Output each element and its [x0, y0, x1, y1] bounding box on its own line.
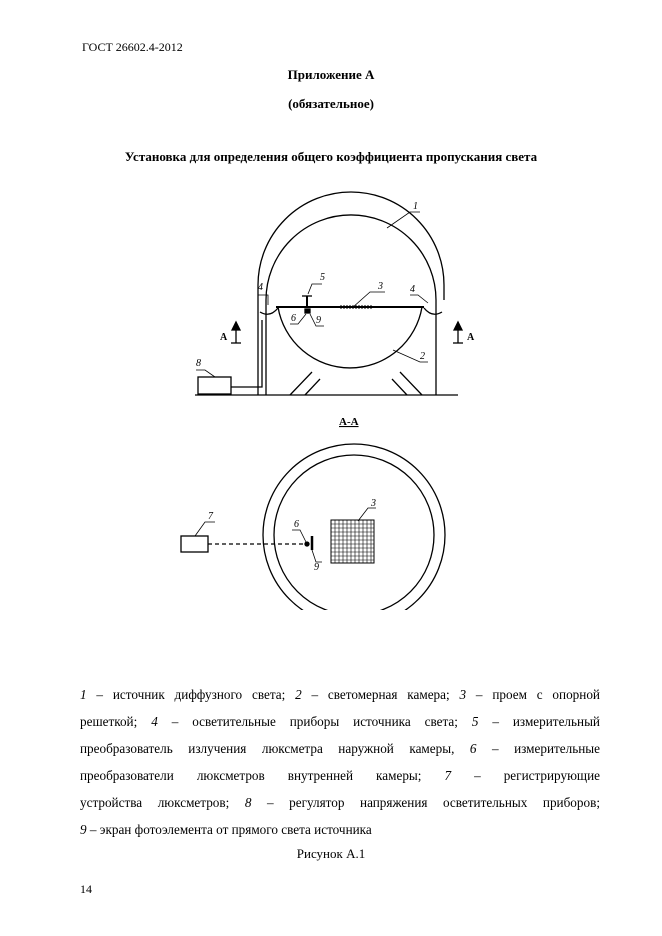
legend-num: 8 [244, 795, 252, 810]
legend-line-2 [80, 708, 600, 735]
figure-title: Рисунок А.1 [296, 846, 366, 861]
legend-text: устройства люксметров; [80, 795, 245, 810]
legend-num: 5 [471, 714, 479, 729]
section-title: Установка для определения общего коэффициента пропускания света [124, 149, 538, 164]
section-view-label: А-А [339, 416, 359, 428]
callout-6: 6 [291, 313, 296, 324]
callout-4-right: 4 [410, 284, 415, 295]
legend-line-4 [80, 762, 600, 789]
opening-grid [331, 520, 374, 563]
legend-line-5 [80, 789, 600, 816]
legend-num: 2 [295, 687, 302, 702]
legend-num: 3 [459, 687, 467, 702]
callout-1: 1 [413, 201, 418, 212]
legend-num: 6 [469, 741, 477, 756]
legend-text: – измерительные [476, 741, 600, 756]
legend-text: – регулятор напряжения осветительных приборов; [251, 795, 600, 810]
callout-2: 2 [420, 351, 425, 362]
callout-4-left: 4 [258, 282, 263, 293]
callout-8: 8 [196, 358, 201, 369]
legend-num: 4 [151, 714, 158, 729]
appendix-title: Приложение А [287, 67, 375, 82]
legend-text: – проем с опорной [466, 687, 600, 702]
legend-line-6 [80, 816, 600, 843]
legend-num: 9 [80, 822, 87, 837]
side-view [195, 192, 463, 395]
legend-text: – осветительные приборы источника света; [157, 714, 472, 729]
page-number: 14 [80, 882, 92, 896]
callout-7: 7 [208, 511, 213, 522]
legend-line-1 [80, 681, 600, 708]
callout-3: 3 [378, 281, 383, 292]
legend-text: – измерительный [478, 714, 600, 729]
standard-header: ГОСТ 26602.4-2012 [82, 40, 183, 54]
legend-num: 1 [80, 687, 87, 702]
callout-5: 5 [320, 272, 325, 283]
legend-line-3 [80, 735, 600, 762]
legend-num: 7 [444, 768, 452, 783]
plan-view [181, 444, 445, 610]
callout-9-plan: 9 [314, 562, 319, 573]
legend-text: – источник диффузного света; [86, 687, 296, 702]
legend-text: – светомерная камера; [301, 687, 460, 702]
legend-text: – регистрирующие [451, 768, 600, 783]
figure-legend [80, 681, 600, 843]
callout-6-plan: 6 [294, 519, 299, 530]
callout-3-plan: 3 [371, 498, 376, 509]
section-arrow-left-label: А [220, 332, 228, 343]
legend-text: – экран фотоэлемента от прямого света источника [86, 822, 372, 837]
callout-9: 9 [316, 315, 321, 326]
legend-text: преобразователи люксметров внутренней камеры; [80, 768, 445, 783]
apparatus-figure [0, 190, 662, 610]
legend-text: решеткой; [80, 714, 152, 729]
legend-text: преобразователь излучения люксметра наружной камеры, [80, 741, 470, 756]
appendix-status: (обязательное) [288, 96, 374, 111]
section-arrow-right-label: А [467, 332, 475, 343]
